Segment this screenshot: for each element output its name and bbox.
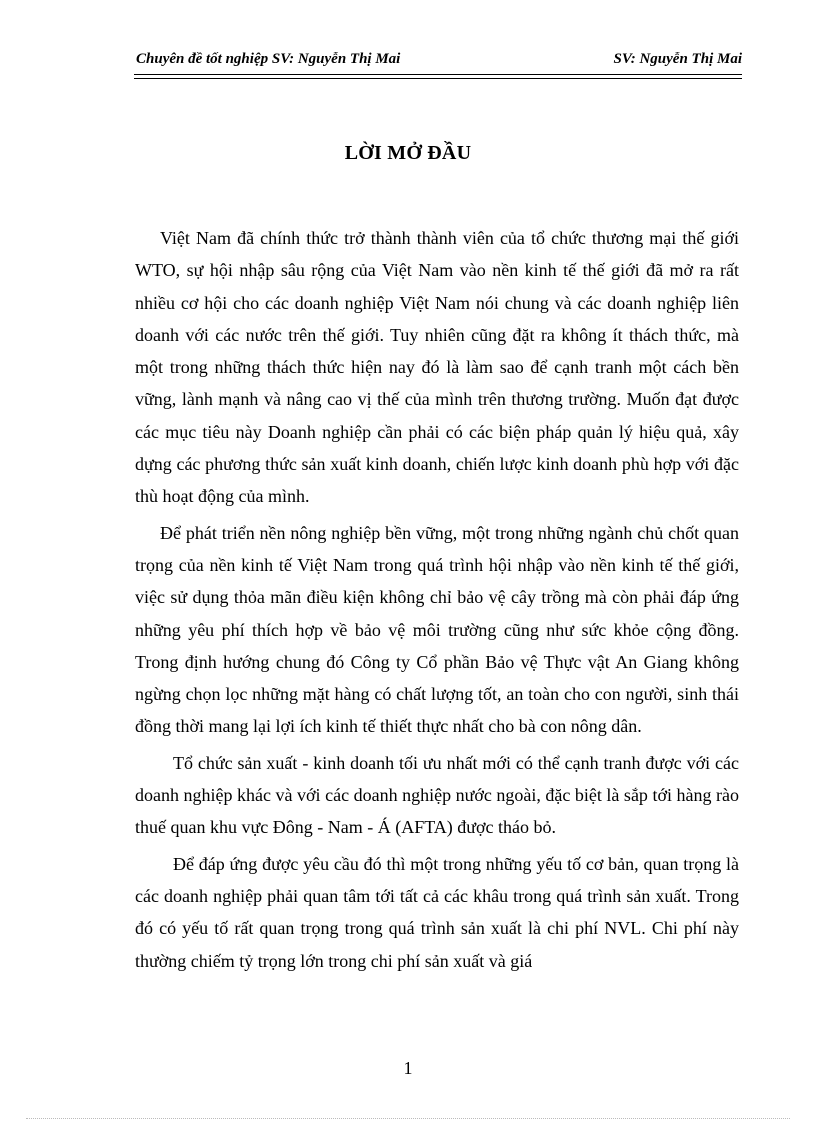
paragraph-3: Tổ chức sản xuất - kinh doanh tối ưu nhất mới có thể cạnh tranh được với các doanh nghiệp khác và với các doanh nghiệp nước ngoài, đặc biệt là sắp tới hàng rào thuế quan khu vực Đông - Nam - Á (AFTA) được tháo bỏ. (135, 752, 739, 838)
paragraph-1: Việt Nam đã chính thức trở thành thành viên của tổ chức thương mại thế giới WTO, sự hội nhập sâu rộng của Việt Nam vào nền kinh tế thế giới đã mở ra rất nhiều cơ hội cho các doanh nghiệp Việt Nam nói chung và các doanh nghiệp liên doanh với các nước trên thế giới. Tuy nhiên cũng đặt ra không ít thách thức, mà một trong những thách thức hiện nay đó là làm sao để cạnh tranh một cách bền vững, lành mạnh và nâng cao vị thế của mình trên thương trường. Muốn đạt được các mục tiêu này Doanh nghiệp cần phải có các biện pháp quản lý hiệu quả, xây dựng các phương thức sản xuất kinh doanh, chiến lược kinh doanh phù hợp với đặc thù hoạt động của mình. (135, 228, 739, 507)
page-title: LỜI MỞ ĐẦU (344, 142, 472, 164)
paragraph-2: Để phát triển nền nông nghiệp bền vững, một trong những ngành chủ chốt quan trọng của nền kinh tế Việt Nam trong quá trình hội nhập vào nền kinh tế thế giới, việc sử dụng thỏa mãn điều kiện không chỉ bảo vệ cây trồng mà còn phải đáp ứng những yêu phí thích hợp về bảo vệ môi trường cũng như sức khỏe cộng đồng. Trong định hướng chung đó Công ty Cổ phần Bảo vệ Thực vật An Giang không ngừng chọn lọc những mặt hàng có chất lượng tốt, an toàn cho con người, sinh thái đồng thời mang lại lợi ích kinh tế thiết thực nhất cho bà con nông dân. (135, 522, 739, 737)
page-number: 1 (403, 1058, 413, 1078)
page-bottom-border (26, 1118, 790, 1119)
header-right-text: SV: Nguyễn Thị Mai (613, 51, 742, 67)
page-header (136, 51, 742, 73)
header-rule-thick (134, 74, 742, 75)
paragraph-4: Để đáp ứng được yêu cầu đó thì một trong những yếu tố cơ bản, quan trọng là các doanh nghiệp phải quan tâm tới tất cả các khâu trong quá trình sản xuất. Trong đó có yếu tố rất quan trọng trong quá trình sản xuất là chi phí NVL. Chi phí này thường chiếm tỷ trọng lớn trong chi phí sản xuất và giá (135, 853, 739, 971)
document-body (135, 222, 739, 977)
header-left-text: Chuyên đề tốt nghiệp SV: Nguyễn Thị Mai (136, 51, 401, 67)
header-rule-thin (134, 78, 742, 79)
